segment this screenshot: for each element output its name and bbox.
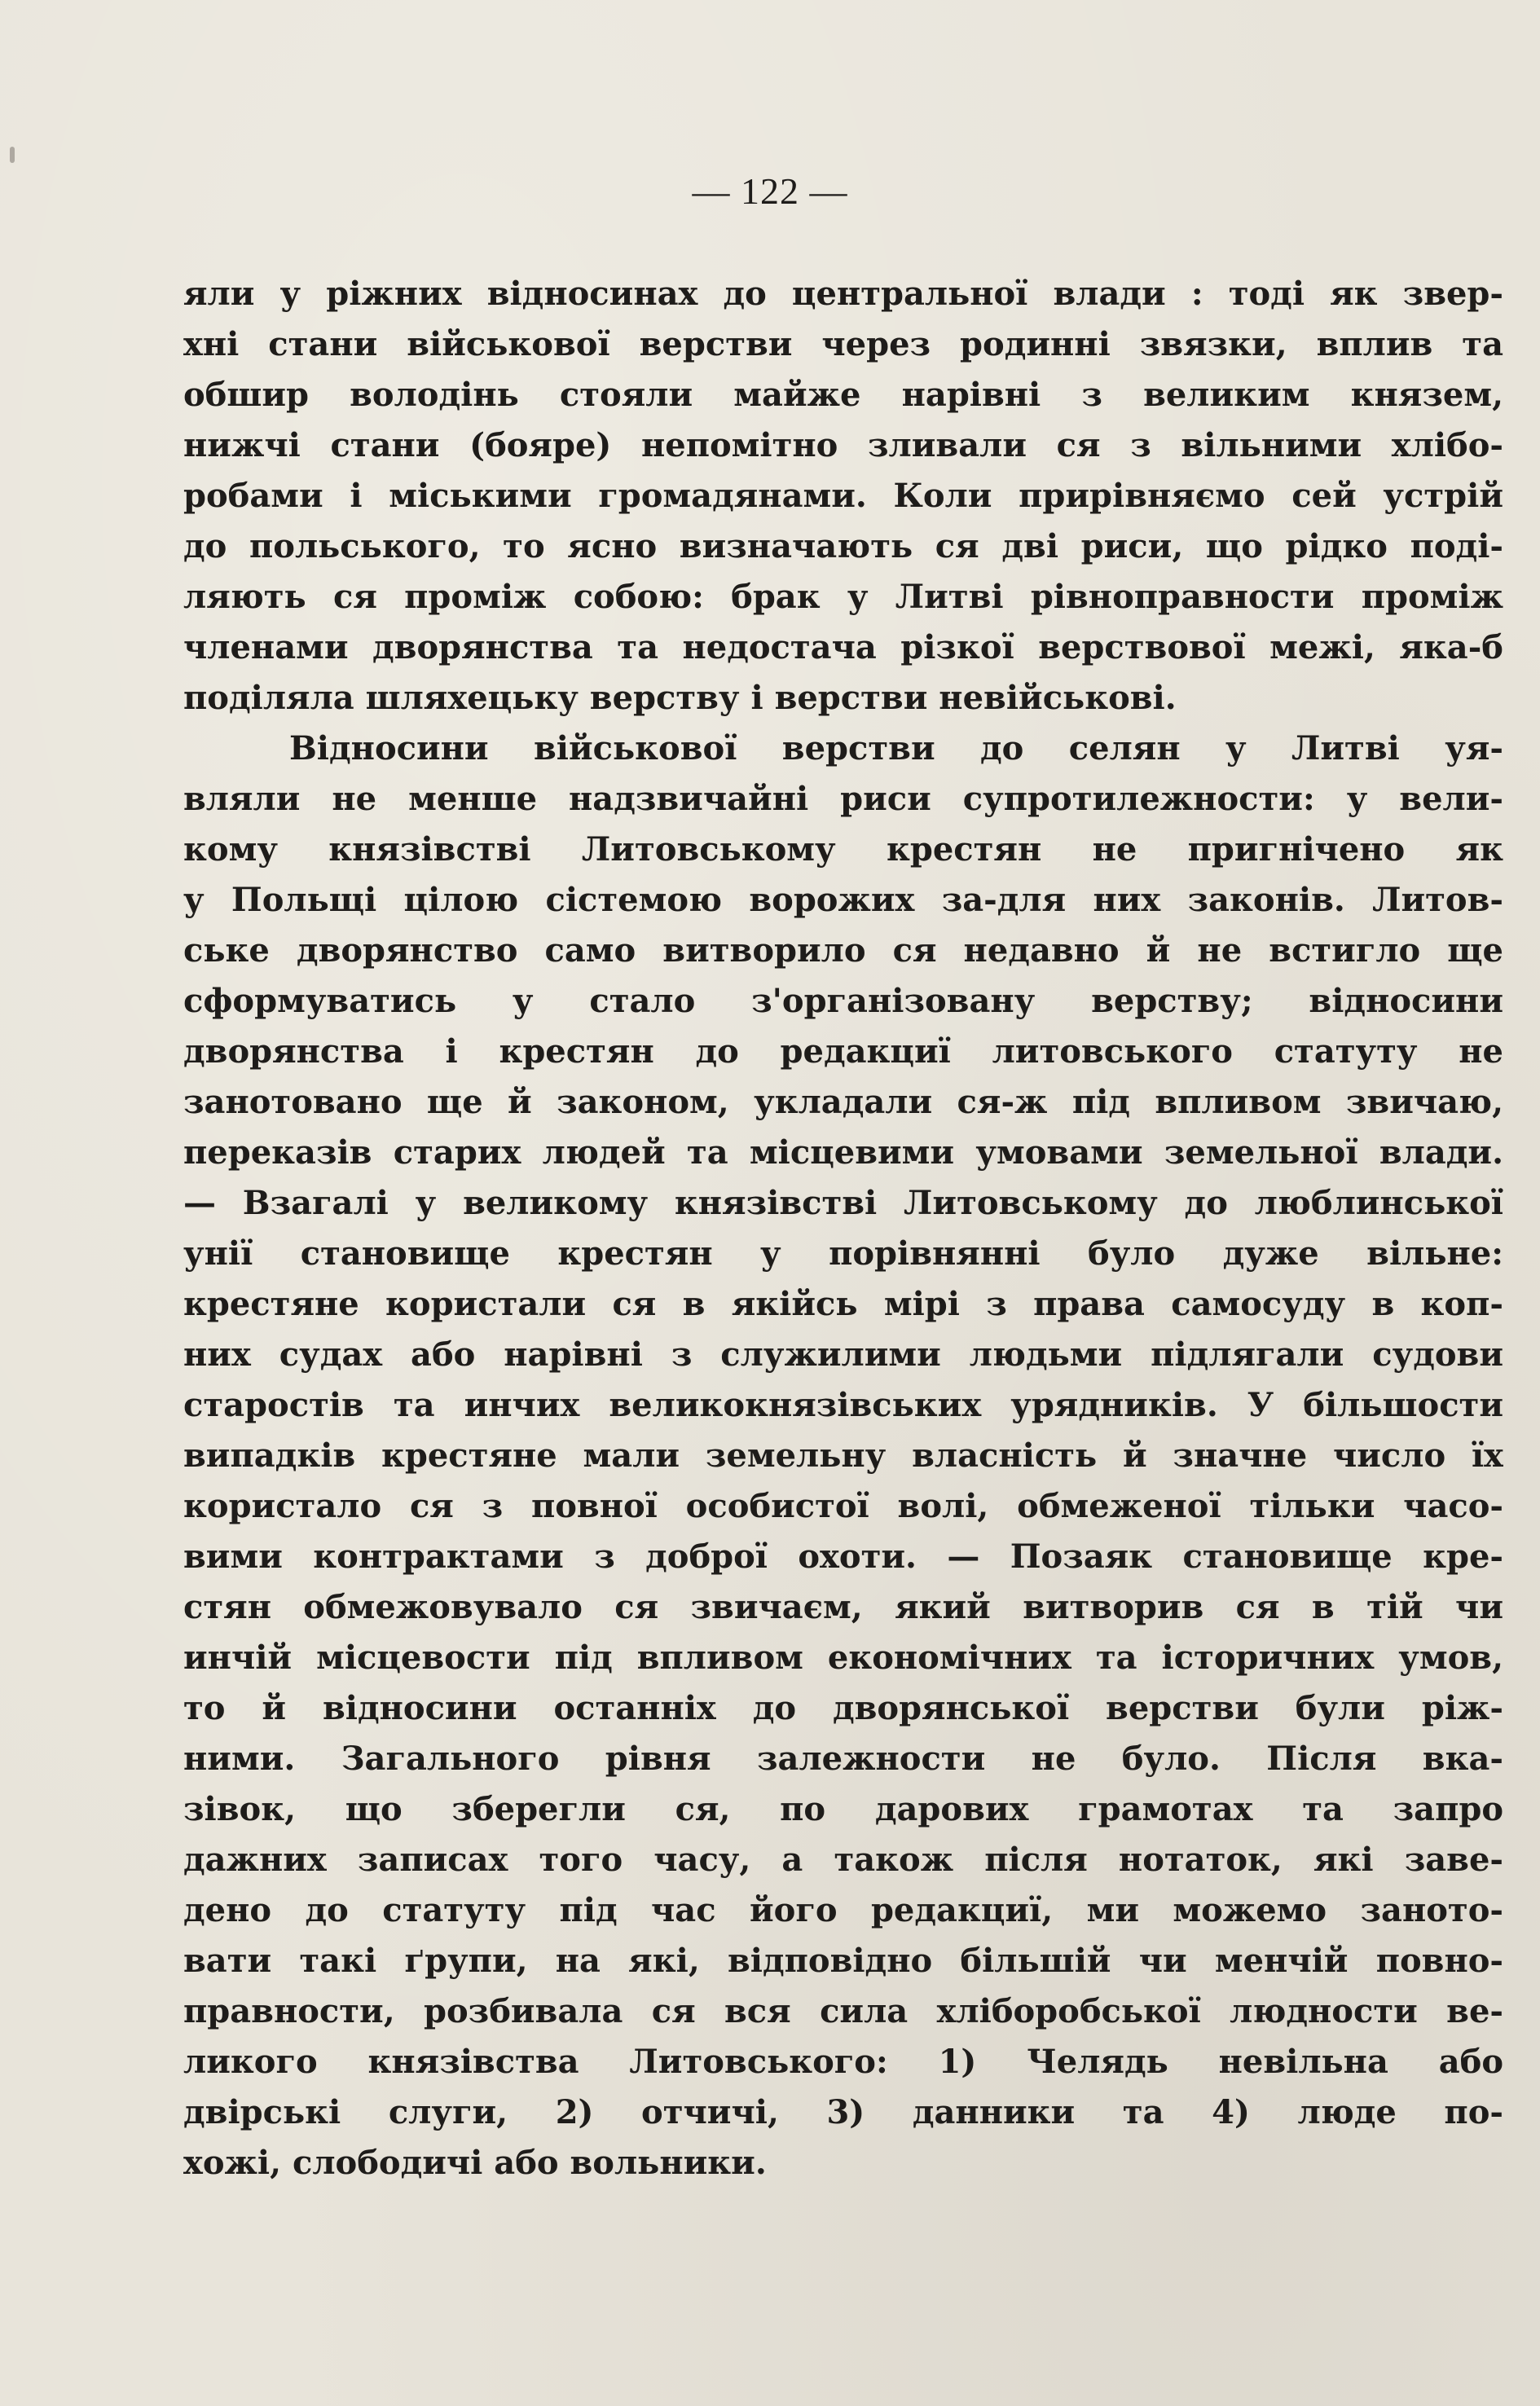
text-line: ляють ся проміж собою: брак у Литві рівноправности проміж xyxy=(183,578,1503,616)
text-line: двірські слуги, 2) отчичі, 3) данники та 4) люде по- xyxy=(183,2093,1503,2131)
text-line: крестяне користали ся в якійсь мірі з права самосуду в коп- xyxy=(183,1285,1503,1323)
text-line: яли у ріжних відносинах до центральної влади : тоді як звер- xyxy=(183,275,1503,313)
text-line: стян обмежовувало ся звичаєм, який витворив ся в тій чи xyxy=(183,1588,1503,1626)
text-line: — Взагалі у великому князівстві Литовському до люблинської xyxy=(183,1184,1503,1222)
text-line: вляли не менше надзвичайні риси супротилежности: у вели- xyxy=(183,780,1503,818)
page-number: — 122 — xyxy=(692,170,848,212)
text-line: кому князівстві Литовському крестян не пригнічено як xyxy=(183,830,1503,869)
text-line: унії становище крестян у порівнянні було дуже вільне: xyxy=(183,1234,1503,1273)
text-line: робами і міськими громадянами. Коли прирівняємо сей устрій xyxy=(183,477,1503,515)
text-line: ське дворянство само витворило ся недавно й не встигло ще xyxy=(183,931,1503,970)
text-line: нижчі стани (бояре) непомітно зливали ся з вільними хлібо- xyxy=(183,426,1503,464)
text-line: вати такі ґрупи, на які, відповідно більшій чи менчій повно- xyxy=(183,1942,1503,1980)
text-line: них судах або нарівні з служилими людьми підлягали судови xyxy=(183,1335,1503,1374)
text-line: випадків крестяне мали земельну власність й значне число їх xyxy=(183,1436,1503,1475)
text-line: користало ся з повної особистої волі, обмеженої тільки часо- xyxy=(183,1487,1503,1525)
text-line: старостів та инчих великокнязівських урядників. У більшости xyxy=(183,1386,1503,1424)
text-line: дено до статуту під час його редакциї, ми можемо заното- xyxy=(183,1891,1503,1929)
text-line: дажних записах того часу, а також після нотаток, які заве- xyxy=(183,1841,1503,1879)
text-line: инчій місцевости під впливом економічних та історичних умов, xyxy=(183,1638,1503,1677)
text-line: обшир володінь стояли майже нарівні з великим князем, xyxy=(183,376,1503,414)
text-line: зівок, що зберегли ся, по дарових грамотах та запро xyxy=(183,1790,1503,1828)
text-line: ними. Загального рівня залежности не було. Після вка- xyxy=(183,1740,1503,1778)
body-text xyxy=(183,269,1503,2188)
text-line: то й відносини останніх до дворянської верстви були ріж- xyxy=(183,1689,1503,1727)
text-line: у Польщі цілою сістемою ворожих за-для них законів. Литов- xyxy=(183,881,1503,919)
text-line: правности, розбивала ся вся сила хліборобської людности ве- xyxy=(183,1992,1503,2030)
text-line: поділяла шляхецьку верству і верстви невійськові. xyxy=(183,679,1177,717)
text-line: хні стани військової верстви через родинні звязки, вплив та xyxy=(183,325,1503,363)
text-line: хожі, слободичі або вольники. xyxy=(183,2144,767,2182)
text-line: ликого князівства Литовського: 1) Челядь невільна або xyxy=(183,2043,1503,2081)
text-line: членами дворянства та недостача різкої верствової межі, яка-б xyxy=(183,628,1503,666)
paragraph-start-line: Відносини військової верстви до селян у Литві уя- xyxy=(289,729,1503,768)
text-line: занотовано ще й законом, укладали ся-ж під впливом звичаю, xyxy=(183,1083,1503,1121)
page-edge-mark xyxy=(10,147,15,163)
text-line: сформуватись у стало з'організовану верству; відносини xyxy=(183,982,1503,1020)
text-line: дворянства і крестян до редакциї литовського статуту не xyxy=(183,1032,1503,1071)
text-line: вими контрактами з доброї охоти. — Позаяк становище кре- xyxy=(183,1537,1503,1576)
text-line: переказів старих людей та місцевими умовами земельної влади. xyxy=(183,1133,1503,1172)
text-line: до польського, то ясно визначають ся дві риси, що рідко поді- xyxy=(183,527,1503,565)
